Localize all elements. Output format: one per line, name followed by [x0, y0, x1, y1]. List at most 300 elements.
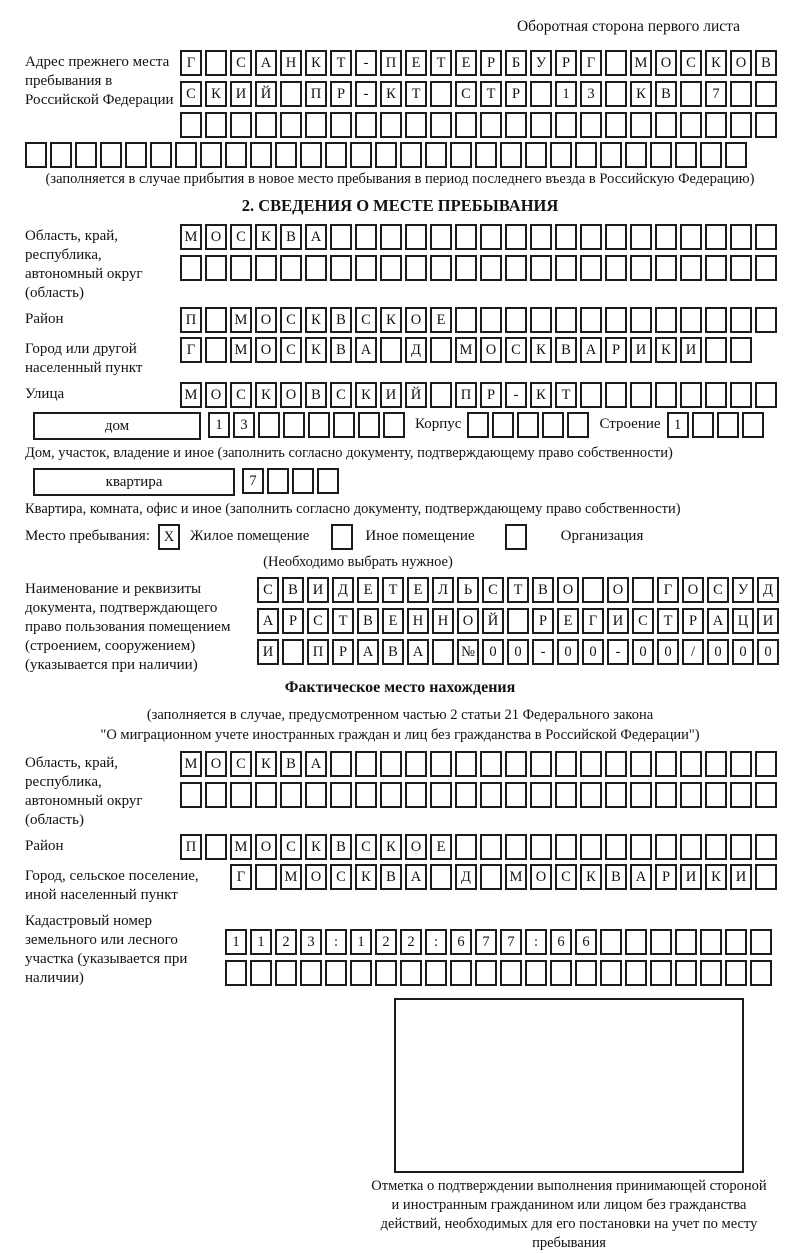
char-cell: [655, 382, 677, 408]
char-cell: [255, 782, 277, 808]
char-cell: 0: [707, 639, 729, 665]
char-cell: 6: [575, 929, 597, 955]
char-cell: Р: [505, 81, 527, 107]
char-cell: 0: [657, 639, 679, 665]
char-cell: А: [405, 864, 427, 890]
char-cell: [355, 224, 377, 250]
char-cell: [505, 112, 527, 138]
char-cell: [430, 224, 452, 250]
rayon-block: [25, 307, 775, 333]
char-cell: С: [455, 81, 477, 107]
char-cell: С: [355, 834, 377, 860]
char-cell: О: [280, 382, 302, 408]
char-cell: [755, 751, 777, 777]
char-cell: [632, 577, 654, 603]
char-cell: [755, 834, 777, 860]
char-cell: [380, 224, 402, 250]
char-cell: [525, 142, 547, 168]
char-cell: [250, 960, 272, 986]
fact-oblast-block: [25, 751, 775, 830]
char-cell: [283, 412, 305, 438]
char-cell: [755, 307, 777, 333]
char-cell: П: [180, 307, 202, 333]
fact-oblast-row-2: [180, 782, 777, 808]
char-cell: О: [205, 382, 227, 408]
char-cell: А: [580, 337, 602, 363]
char-cell: М: [180, 382, 202, 408]
char-cell: О: [205, 751, 227, 777]
char-cell: [205, 337, 227, 363]
char-cell: [680, 224, 702, 250]
char-cell: К: [305, 50, 327, 76]
char-cell: О: [305, 864, 327, 890]
char-cell: [405, 224, 427, 250]
gorod-label: Город или другой населенный пункт: [25, 341, 143, 376]
char-cell: В: [330, 337, 352, 363]
char-cell: [180, 112, 202, 138]
char-cell: В: [382, 639, 404, 665]
char-cell: [455, 307, 477, 333]
fact-note-line2: "О миграционном учете иностранных граждан и лиц без гражданства в Российской Федерации"): [100, 727, 700, 743]
char-cell: [755, 224, 777, 250]
char-cell: О: [607, 577, 629, 603]
char-cell: А: [305, 224, 327, 250]
fact-note-line1: (заполняется в случае, предусмотренном частью 2 статьи 21 Федерального закона: [146, 707, 654, 723]
char-cell: [725, 929, 747, 955]
char-cell: К: [305, 337, 327, 363]
char-cell: С: [680, 50, 702, 76]
char-cell: [530, 834, 552, 860]
char-cell: К: [205, 81, 227, 107]
char-cell: С: [230, 382, 252, 408]
char-cell: В: [280, 751, 302, 777]
char-cell: Й: [255, 81, 277, 107]
char-cell: [680, 81, 702, 107]
char-cell: Р: [480, 382, 502, 408]
char-cell: [255, 864, 277, 890]
char-cell: Е: [382, 608, 404, 634]
char-cell: [75, 142, 97, 168]
char-cell: №: [457, 639, 479, 665]
char-cell: [331, 524, 353, 550]
char-cell: [655, 112, 677, 138]
char-cell: В: [330, 834, 352, 860]
char-cell: [405, 255, 427, 281]
char-cell: 6: [550, 929, 572, 955]
char-cell: [605, 112, 627, 138]
char-cell: [230, 782, 252, 808]
char-cell: [530, 255, 552, 281]
char-cell: -: [532, 639, 554, 665]
char-cell: Ь: [457, 577, 479, 603]
char-cell: Р: [282, 608, 304, 634]
char-cell: [492, 412, 514, 438]
gorod-row: [180, 337, 752, 363]
char-cell: [505, 834, 527, 860]
char-cell: [305, 782, 327, 808]
char-cell: К: [530, 382, 552, 408]
fact-oblast-row-1: [180, 751, 777, 777]
char-cell: 2: [375, 929, 397, 955]
char-cell: Г: [580, 50, 602, 76]
char-cell: [675, 929, 697, 955]
char-cell: К: [380, 81, 402, 107]
char-cell: К: [705, 50, 727, 76]
char-cell: -: [505, 382, 527, 408]
char-cell: [680, 751, 702, 777]
char-cell: О: [655, 50, 677, 76]
prev-address-row-2: [180, 81, 777, 107]
char-cell: О: [682, 577, 704, 603]
char-cell: [405, 782, 427, 808]
oblast-row-2: [180, 255, 777, 281]
char-cell: И: [630, 337, 652, 363]
dom-cells: [208, 412, 405, 438]
char-cell: [580, 751, 602, 777]
char-cell: О: [730, 50, 752, 76]
char-cell: [333, 412, 355, 438]
char-cell: Е: [407, 577, 429, 603]
char-cell: М: [180, 224, 202, 250]
char-cell: [705, 337, 727, 363]
char-cell: [742, 412, 764, 438]
char-cell: 1: [667, 412, 689, 438]
char-cell: [205, 50, 227, 76]
char-cell: 0: [732, 639, 754, 665]
char-cell: Г: [657, 577, 679, 603]
char-cell: [225, 960, 247, 986]
char-cell: [675, 142, 697, 168]
char-cell: Р: [555, 50, 577, 76]
char-cell: [730, 112, 752, 138]
mesto-label: Место пребывания:: [25, 528, 150, 544]
char-cell: [230, 255, 252, 281]
char-cell: К: [255, 382, 277, 408]
char-cell: 0: [482, 639, 504, 665]
char-cell: 0: [557, 639, 579, 665]
char-cell: Р: [605, 337, 627, 363]
char-cell: [630, 834, 652, 860]
char-cell: В: [532, 577, 554, 603]
char-cell: [455, 224, 477, 250]
char-cell: :: [425, 929, 447, 955]
stroenie-label: Строение: [599, 416, 661, 432]
char-cell: [317, 468, 339, 494]
char-cell: 7: [500, 929, 522, 955]
rayon-row: [180, 307, 777, 333]
char-cell: Т: [430, 50, 452, 76]
char-cell: [500, 960, 522, 986]
char-cell: [425, 142, 447, 168]
char-cell: [430, 382, 452, 408]
char-cell: О: [557, 577, 579, 603]
char-cell: [655, 307, 677, 333]
char-cell: [350, 960, 372, 986]
korpus-label: Корпус: [415, 416, 462, 432]
char-cell: С: [330, 864, 352, 890]
char-cell: У: [530, 50, 552, 76]
char-cell: Т: [555, 382, 577, 408]
char-cell: [280, 112, 302, 138]
char-cell: [505, 255, 527, 281]
dom-box: дом: [33, 412, 201, 440]
char-cell: [505, 524, 527, 550]
char-cell: Р: [330, 81, 352, 107]
char-cell: 0: [632, 639, 654, 665]
char-cell: [432, 639, 454, 665]
char-cell: П: [380, 50, 402, 76]
char-cell: [755, 382, 777, 408]
char-cell: [680, 834, 702, 860]
char-cell: -: [355, 81, 377, 107]
char-cell: [455, 112, 477, 138]
char-cell: [125, 142, 147, 168]
char-cell: Е: [430, 834, 452, 860]
char-cell: [555, 112, 577, 138]
char-cell: [205, 307, 227, 333]
char-cell: [305, 255, 327, 281]
ulitsa-row: [180, 382, 777, 408]
char-cell: Р: [532, 608, 554, 634]
char-cell: [692, 412, 714, 438]
char-cell: [730, 307, 752, 333]
char-cell: [630, 224, 652, 250]
char-cell: [282, 639, 304, 665]
char-cell: С: [280, 307, 302, 333]
char-cell: С: [330, 382, 352, 408]
char-cell: А: [255, 50, 277, 76]
char-cell: [100, 142, 122, 168]
char-cell: [400, 142, 422, 168]
char-cell: [580, 382, 602, 408]
char-cell: [680, 782, 702, 808]
char-cell: Г: [582, 608, 604, 634]
char-cell: 7: [705, 81, 727, 107]
char-cell: [455, 255, 477, 281]
char-cell: К: [305, 307, 327, 333]
char-cell: В: [655, 81, 677, 107]
char-cell: У: [732, 577, 754, 603]
char-cell: [358, 412, 380, 438]
char-cell: М: [230, 307, 252, 333]
char-cell: О: [405, 834, 427, 860]
fact-gorod-block: [25, 864, 775, 905]
char-cell: К: [630, 81, 652, 107]
char-cell: [630, 751, 652, 777]
char-cell: :: [525, 929, 547, 955]
document-row-1: [257, 577, 779, 603]
fact-title: Фактическое место нахождения: [284, 679, 516, 696]
char-cell: [425, 960, 447, 986]
kvartira-note: Квартира, комната, офис и иное (заполнить согласно документу, подтверждающему право собственности): [25, 501, 681, 517]
char-cell: [505, 751, 527, 777]
char-cell: [580, 255, 602, 281]
char-cell: [625, 960, 647, 986]
char-cell: К: [380, 834, 402, 860]
char-cell: 0: [507, 639, 529, 665]
char-cell: [280, 81, 302, 107]
char-cell: [430, 81, 452, 107]
char-cell: 1: [208, 412, 230, 438]
char-cell: [250, 142, 272, 168]
char-cell: В: [755, 50, 777, 76]
char-cell: [755, 255, 777, 281]
char-cell: 7: [242, 468, 264, 494]
char-cell: [300, 142, 322, 168]
char-cell: Т: [480, 81, 502, 107]
char-cell: [275, 142, 297, 168]
char-cell: [205, 834, 227, 860]
char-cell: Е: [357, 577, 379, 603]
char-cell: [175, 142, 197, 168]
char-cell: О: [255, 337, 277, 363]
mesto-opt1-label: Жилое помещение: [190, 528, 310, 544]
char-cell: А: [407, 639, 429, 665]
char-cell: Р: [480, 50, 502, 76]
char-cell: [517, 412, 539, 438]
char-cell: X: [158, 524, 180, 550]
char-cell: Т: [405, 81, 427, 107]
kadastr-block: [25, 909, 775, 988]
char-cell: К: [705, 864, 727, 890]
char-cell: Д: [332, 577, 354, 603]
stroenie-cells: [667, 412, 764, 438]
char-cell: С: [280, 834, 302, 860]
char-cell: 7: [475, 929, 497, 955]
char-cell: Г: [180, 50, 202, 76]
char-cell: [705, 834, 727, 860]
char-cell: С: [555, 864, 577, 890]
char-cell: Е: [430, 307, 452, 333]
char-cell: О: [255, 307, 277, 333]
char-cell: К: [580, 864, 602, 890]
rayon-label: Район: [25, 311, 64, 327]
char-cell: В: [380, 864, 402, 890]
mesto-block: [25, 524, 775, 550]
char-cell: В: [280, 224, 302, 250]
char-cell: [755, 864, 777, 890]
char-cell: [600, 142, 622, 168]
char-cell: [480, 834, 502, 860]
char-cell: [580, 782, 602, 808]
char-cell: [705, 307, 727, 333]
oblast-row-1: [180, 224, 777, 250]
char-cell: Т: [332, 608, 354, 634]
char-cell: Г: [180, 337, 202, 363]
char-cell: [280, 255, 302, 281]
char-cell: Т: [507, 577, 529, 603]
char-cell: [275, 960, 297, 986]
char-cell: 1: [555, 81, 577, 107]
char-cell: С: [230, 751, 252, 777]
char-cell: Т: [382, 577, 404, 603]
char-cell: :: [325, 929, 347, 955]
char-cell: [430, 337, 452, 363]
fact-gorod-label: Город, сельское поселение, иной населенный пункт: [25, 868, 199, 903]
char-cell: И: [680, 337, 702, 363]
char-cell: В: [555, 337, 577, 363]
char-cell: [725, 142, 747, 168]
char-cell: [605, 751, 627, 777]
mesto-opt3-checkbox: [505, 524, 527, 550]
char-cell: И: [680, 864, 702, 890]
char-cell: [655, 834, 677, 860]
stamp-caption: Отметка о подтверждении выполнения принимающей стороной и иностранным гражданином или лицом без гражданства действий, необходимых для его постановки на учет по месту пребывания: [371, 1178, 767, 1251]
char-cell: 3: [233, 412, 255, 438]
char-cell: [730, 224, 752, 250]
char-cell: [580, 224, 602, 250]
mesto-opt2-checkbox: [331, 524, 353, 550]
section-2-title: 2. СВЕДЕНИЯ О МЕСТЕ ПРЕБЫВАНИЯ: [241, 196, 559, 215]
char-cell: [305, 112, 327, 138]
char-cell: [600, 929, 622, 955]
char-cell: [308, 412, 330, 438]
char-cell: [480, 307, 502, 333]
char-cell: 3: [300, 929, 322, 955]
char-cell: К: [355, 382, 377, 408]
char-cell: [530, 307, 552, 333]
char-cell: [405, 751, 427, 777]
char-cell: [575, 142, 597, 168]
char-cell: Е: [455, 50, 477, 76]
char-cell: [730, 337, 752, 363]
mesto-opt1-checkbox: [158, 524, 180, 550]
char-cell: [205, 112, 227, 138]
char-cell: [555, 834, 577, 860]
char-cell: Л: [432, 577, 454, 603]
char-cell: И: [380, 382, 402, 408]
char-cell: [475, 960, 497, 986]
char-cell: Н: [432, 608, 454, 634]
char-cell: А: [357, 639, 379, 665]
char-cell: В: [330, 307, 352, 333]
char-cell: [630, 112, 652, 138]
char-cell: Т: [657, 608, 679, 634]
char-cell: [625, 929, 647, 955]
prev-address-label: Адрес прежнего места пребывания в Российской Федерации: [25, 54, 174, 108]
char-cell: [480, 864, 502, 890]
char-cell: [730, 255, 752, 281]
mesto-opt2-label: Иное помещение: [365, 528, 475, 544]
oblast-label: Область, край, республика, автономный округ (область): [25, 228, 143, 301]
char-cell: [705, 751, 727, 777]
char-cell: [230, 112, 252, 138]
char-cell: М: [230, 337, 252, 363]
kadastr-label: Кадастровый номер земельного или лесного участка (указывается при наличии): [25, 913, 188, 986]
char-cell: [225, 142, 247, 168]
char-cell: [605, 782, 627, 808]
char-cell: [555, 782, 577, 808]
char-cell: [350, 142, 372, 168]
char-cell: [605, 834, 627, 860]
char-cell: [730, 834, 752, 860]
char-cell: К: [255, 751, 277, 777]
char-cell: М: [630, 50, 652, 76]
char-cell: Г: [230, 864, 252, 890]
char-cell: [430, 782, 452, 808]
char-cell: [675, 960, 697, 986]
char-cell: Е: [405, 50, 427, 76]
char-cell: [650, 142, 672, 168]
char-cell: [750, 960, 772, 986]
char-cell: Н: [407, 608, 429, 634]
char-cell: М: [280, 864, 302, 890]
char-cell: [700, 929, 722, 955]
char-cell: Й: [482, 608, 504, 634]
char-cell: О: [405, 307, 427, 333]
char-cell: 1: [250, 929, 272, 955]
char-cell: [480, 782, 502, 808]
